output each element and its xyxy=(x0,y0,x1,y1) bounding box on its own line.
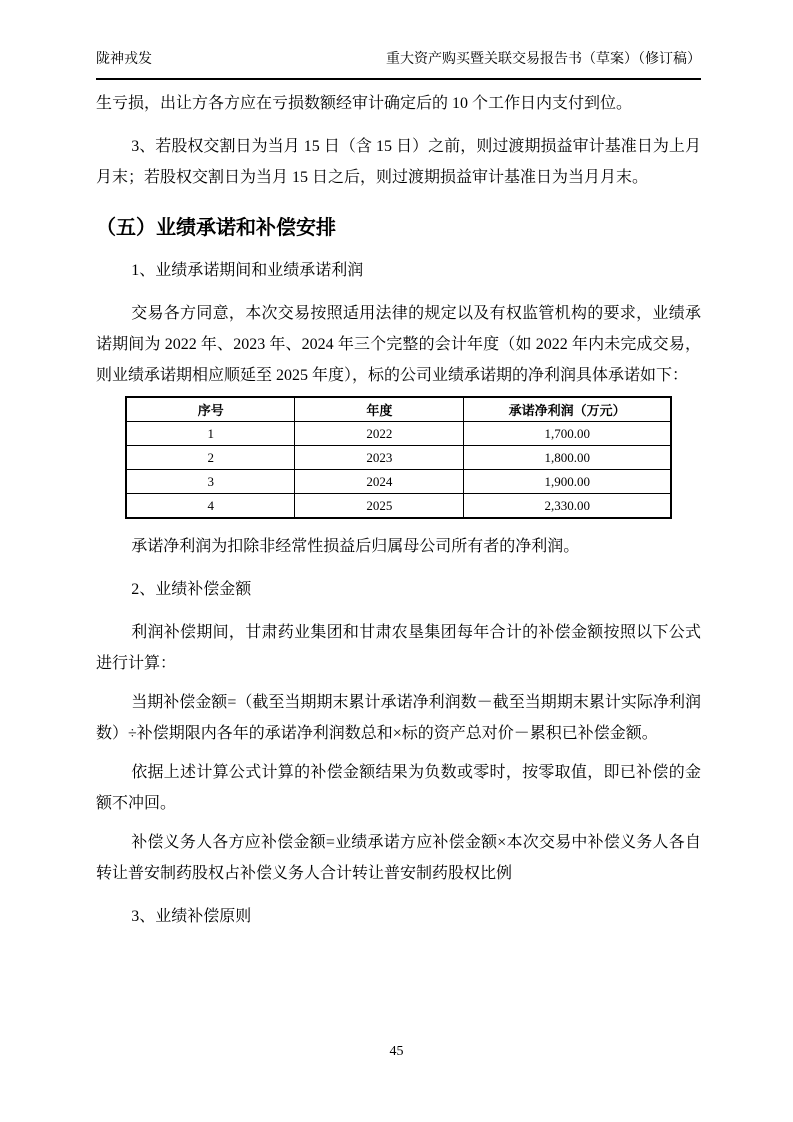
cell-year: 2022 xyxy=(295,422,464,446)
table-header-year: 年度 xyxy=(295,397,464,422)
cell-profit: 1,700.00 xyxy=(464,422,671,446)
paragraph-note: 承诺净利润为扣除非经常性损益后归属母公司所有者的净利润。 xyxy=(131,538,580,555)
paragraph-negative-rule: 依据上述计算公式计算的补偿金额结果为负数或零时，按零取值，即已补偿的金额不冲回。 xyxy=(96,764,701,812)
table-row xyxy=(126,446,671,470)
table-header-index: 序号 xyxy=(126,397,295,422)
section-heading: （五）业绩承诺和补偿安排 xyxy=(96,217,336,239)
cell-year: 2024 xyxy=(295,470,464,494)
paragraph-item3: 3、若股权交割日为当月 15 日（含 15 日）之前，则过渡期损益审计基准日为上月月末；若股权交割日为当月 15 日之后，则过渡期损益审计基准日为当月月末。 xyxy=(96,138,701,186)
paragraph-carryover: 生亏损，出让方各方应在亏损数额经审计确定后的 10 个工作日内支付到位。 xyxy=(96,95,633,112)
table-header-row xyxy=(126,397,671,422)
table-header-profit: 承诺净利润（万元） xyxy=(464,397,671,422)
cell-profit: 2,330.00 xyxy=(464,494,671,519)
paragraph-obligor-formula: 补偿义务人各方应补偿金额=业绩承诺方应补偿金额×本次交易中补偿义务人各自转让普安制药股权占补偿义务人合计转让普安制药股权比例 xyxy=(96,834,701,882)
table-row xyxy=(126,494,671,519)
table-row xyxy=(126,422,671,446)
table-row xyxy=(126,470,671,494)
cell-index: 4 xyxy=(126,494,295,519)
cell-year: 2023 xyxy=(295,446,464,470)
document-header xyxy=(96,50,701,80)
header-report-title: 重大资产购买暨关联交易报告书（草案）（修订稿） xyxy=(386,52,701,67)
cell-profit: 1,900.00 xyxy=(464,470,671,494)
header-company-name: 陇神戎发 xyxy=(96,52,152,67)
sub-item-1: 1、业绩承诺期间和业绩承诺利润 xyxy=(131,262,364,279)
cell-index: 3 xyxy=(126,470,295,494)
sub-item-3: 3、业绩补偿原则 xyxy=(131,908,252,925)
cell-index: 2 xyxy=(126,446,295,470)
cell-profit: 1,800.00 xyxy=(464,446,671,470)
paragraph-formula: 当期补偿金额=（截至当期期末累计承诺净利润数－截至当期期末累计实际净利润数）÷补偿期限内各年的承诺净利润数总和×标的资产总对价－累积已补偿金额。 xyxy=(96,694,701,742)
cell-index: 1 xyxy=(126,422,295,446)
sub-item-2: 2、业绩补偿金额 xyxy=(131,581,252,598)
promised-profit-table xyxy=(125,396,672,519)
paragraph-commitment: 交易各方同意，本次交易按照适用法律的规定以及有权监管机构的要求，业绩承诺期间为 2022 年、2023 年、2024 年三个完整的会计年度（如 2022 年内未完成交易，则业绩承诺期相应顺延至 2025 年度），标的公司业绩承诺期的净利润具体承诺如下： xyxy=(96,305,701,384)
paragraph-compensation-intro: 利润补偿期间，甘肃药业集团和甘肃农垦集团每年合计的补偿金额按照以下公式进行计算： xyxy=(96,624,701,672)
page-number: 45 xyxy=(389,1044,404,1059)
cell-year: 2025 xyxy=(295,494,464,519)
